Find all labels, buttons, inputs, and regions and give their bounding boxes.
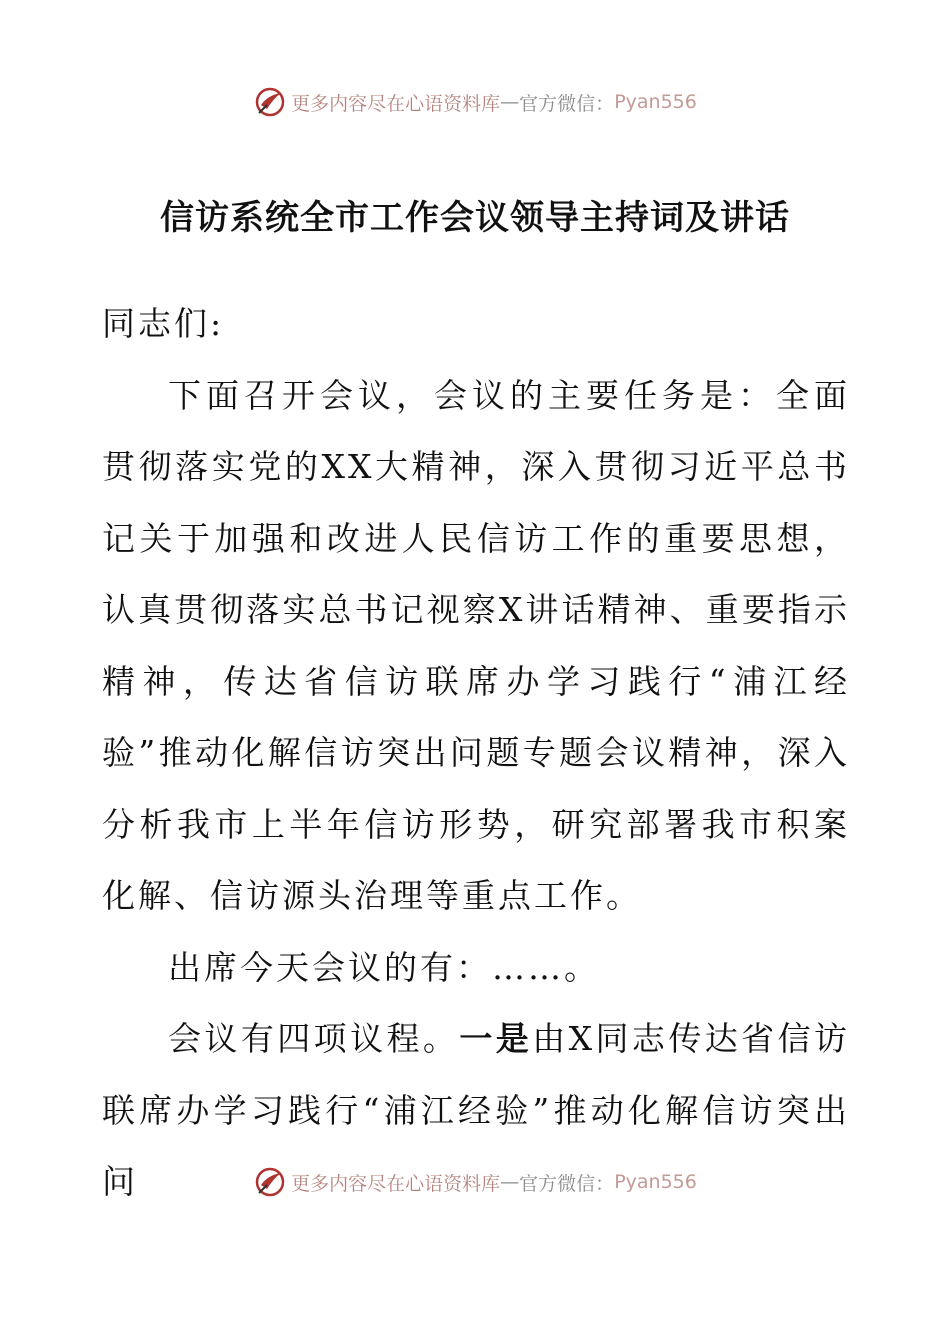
logo-icon bbox=[253, 1165, 287, 1199]
paragraph-3-bold: 一是 bbox=[459, 1019, 533, 1058]
watermark-wechat-label: 官方微信： bbox=[519, 92, 615, 115]
watermark-dash: — bbox=[500, 1171, 520, 1193]
watermark-text: 更多内容尽在心语资料库 bbox=[291, 1172, 501, 1195]
header-watermark bbox=[0, 82, 950, 122]
logo-icon bbox=[253, 85, 287, 119]
watermark-wechat-label: 官方微信： bbox=[519, 1172, 615, 1195]
paragraph-2: 出席今天会议的有：……。 bbox=[168, 947, 600, 987]
watermark-wechat-id: Pyan556 bbox=[614, 1171, 697, 1193]
paragraph-3-rest: 由X同志传达省信访联席办学习践行“浦江经验”推动化解信访突出问 bbox=[102, 1019, 851, 1201]
watermark-dash: — bbox=[500, 91, 520, 113]
watermark-text: 更多内容尽在心语资料库 bbox=[291, 92, 501, 115]
paragraph-3-intro: 会议有四项议程。 bbox=[168, 1019, 460, 1058]
document-title: 信访系统全市工作会议领导主持词及讲话 bbox=[160, 198, 790, 238]
footer-watermark bbox=[0, 1162, 950, 1202]
salutation: 同志们: bbox=[102, 304, 225, 343]
paragraph-1: 下面召开会议，会议的主要任务是：全面贯彻落实党的XX大精神，深入贯彻习近平总书记关于加强和改进人民信访工作的重要思想，认真贯彻落实总书记视察X讲话精神、重要指示精神，传达省信访联席办学习践行“浦江经验”推动化解信访突出问题专题会议精神，深入分析我市上半年信访形势，研究部署我市积案化解、信访源头治理等重点工作。 bbox=[102, 375, 850, 915]
watermark-wechat-id: Pyan556 bbox=[614, 91, 697, 113]
document-body bbox=[102, 288, 850, 1218]
